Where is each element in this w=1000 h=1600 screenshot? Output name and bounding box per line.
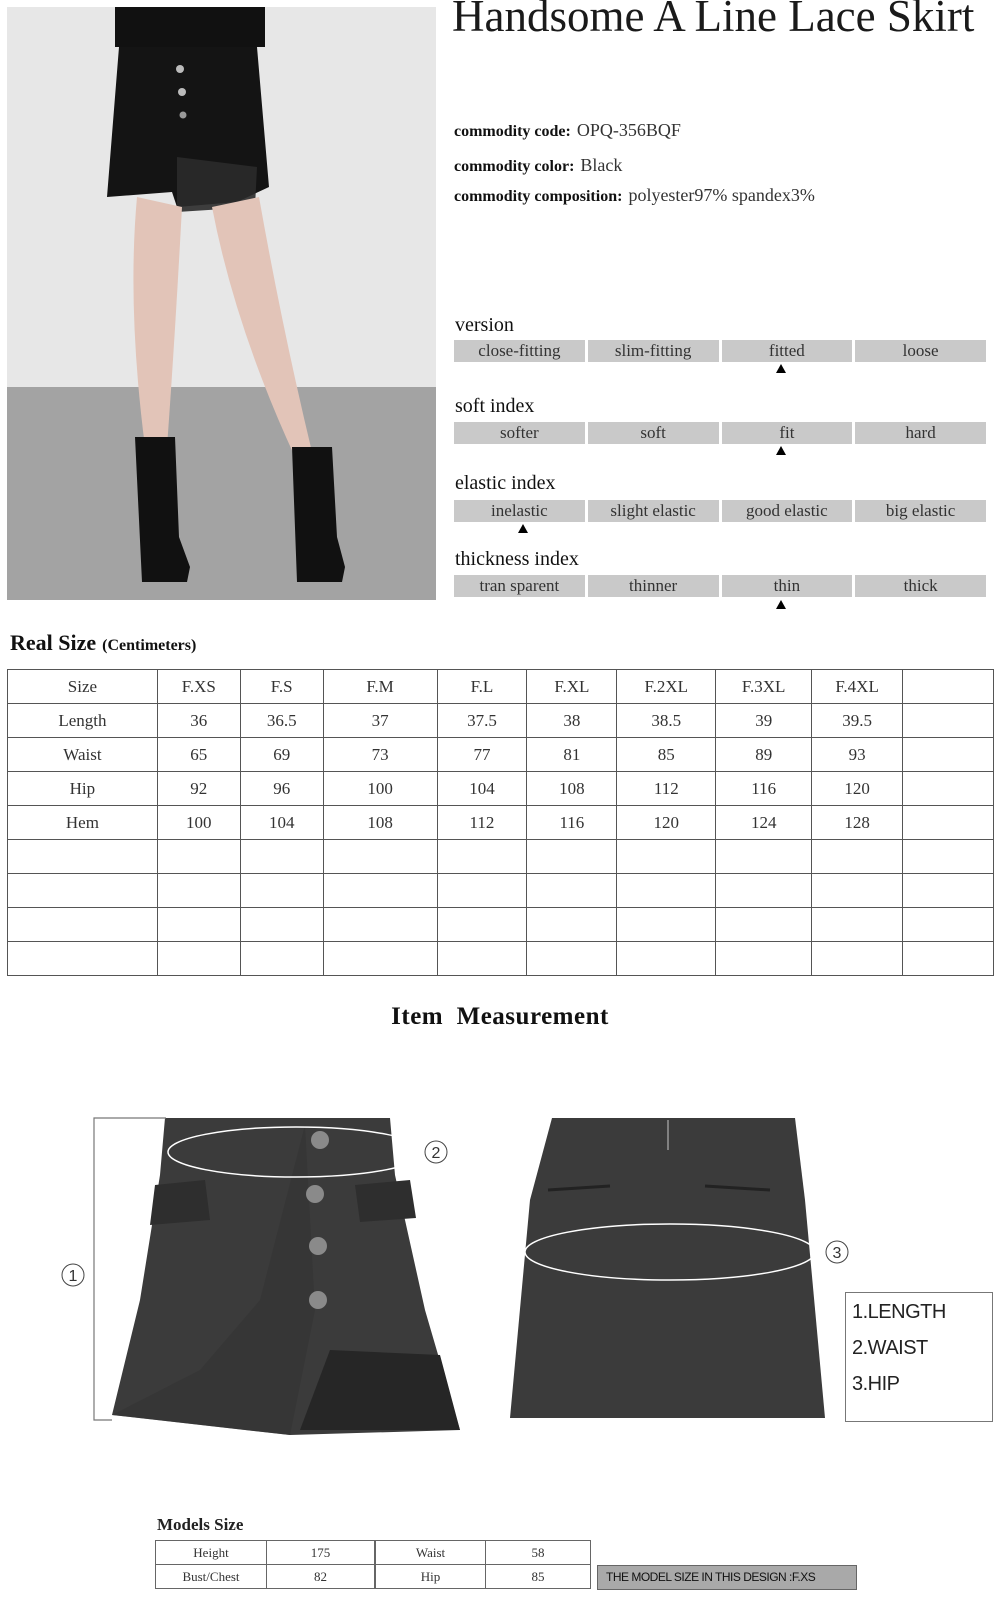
table-cell [812,840,903,874]
legend-hip: 3.HIP [852,1373,900,1395]
model-bust-label: Bust/Chest [156,1565,267,1589]
table-cell: Size [8,670,158,704]
soft-index-label: soft index [455,395,535,417]
table-cell: 85 [617,738,716,772]
table-cell [157,908,240,942]
table-cell: 36 [157,704,240,738]
table-cell [903,874,994,908]
table-cell [437,840,527,874]
table-cell [323,942,437,976]
commodity-composition-label: commodity composition: [454,188,623,205]
models-table-right [375,1540,591,1589]
thickness-index-option: thinner [588,575,719,597]
table-cell [527,874,617,908]
table-cell: 37 [323,704,437,738]
table-cell: 112 [437,806,527,840]
version-label: version [455,314,514,336]
model-hip-label: Hip [376,1565,486,1589]
table-cell: F.XL [527,670,617,704]
elastic-index-option: big elastic [855,500,986,522]
table-cell: F.3XL [716,670,812,704]
thickness-index-selected-marker [776,600,786,609]
version-selected-marker [776,364,786,373]
table-cell [157,840,240,874]
commodity-code-label: commodity code: [454,123,571,140]
commodity-color-label: commodity color: [454,158,575,175]
table-cell [716,908,812,942]
table-cell [157,942,240,976]
real-size-unit: (Centimeters) [102,637,197,654]
legend-waist: 2.WAIST [852,1337,928,1359]
table-cell [617,908,716,942]
table-cell [617,840,716,874]
table-cell [903,840,994,874]
table-cell: F.XS [157,670,240,704]
elastic-index-selected-marker [518,524,528,533]
table-cell: 37.5 [437,704,527,738]
table-cell: 116 [527,806,617,840]
table-cell [903,704,994,738]
table-cell [323,908,437,942]
thickness-index-scale [454,575,986,597]
table-cell: 39.5 [812,704,903,738]
elastic-index-option: inelastic [454,500,585,522]
version-option: slim-fitting [588,340,719,362]
table-cell [903,942,994,976]
table-cell [323,840,437,874]
front-skirt-illustration [112,1118,460,1435]
commodity-color-row [454,155,622,176]
version-scale [454,340,986,362]
soft-index-option: fit [722,422,853,444]
table-cell [903,908,994,942]
table-row [8,738,994,772]
table-cell [903,670,994,704]
model-height-label: Height [156,1541,267,1565]
real-size-heading: Real Size [10,630,97,655]
models-size-title: Models Size [157,1515,244,1534]
table-cell: 108 [323,806,437,840]
table-cell: F.S [240,670,323,704]
table-cell: 104 [437,772,527,806]
table-cell [240,840,323,874]
table-cell: 89 [716,738,812,772]
elastic-index-scale [454,500,986,522]
table-cell: 128 [812,806,903,840]
table-cell: 124 [716,806,812,840]
thickness-index-option: thick [855,575,986,597]
table-cell [8,942,158,976]
soft-index-option: hard [855,422,986,444]
table-row [8,704,994,738]
table-cell [8,840,158,874]
model-height-value: 175 [267,1541,375,1565]
table-cell [437,942,527,976]
table-cell: 77 [437,738,527,772]
table-cell: F.L [437,670,527,704]
table-cell [527,840,617,874]
table-row [8,772,994,806]
table-cell [716,840,812,874]
table-cell [240,908,323,942]
table-cell [812,942,903,976]
table-cell [617,874,716,908]
measurement-legend [845,1292,993,1422]
product-title: Handsome A Line Lace Skirt [452,0,975,41]
table-blank-row [8,942,994,976]
table-cell: 65 [157,738,240,772]
table-cell: Waist [8,738,158,772]
commodity-code-value: OPQ-356BQF [576,120,681,140]
table-cell: Hem [8,806,158,840]
elastic-index-option: good elastic [722,500,853,522]
table-cell: 100 [323,772,437,806]
table-cell [8,874,158,908]
table-cell [617,942,716,976]
version-option: loose [855,340,986,362]
model-hip-value: 85 [486,1565,591,1589]
table-cell [903,772,994,806]
table-cell: 100 [157,806,240,840]
commodity-code-row [454,120,681,141]
table-row [8,806,994,840]
table-cell: 120 [812,772,903,806]
table-cell: 92 [157,772,240,806]
table-cell: 96 [240,772,323,806]
model-bust-value: 82 [267,1565,375,1589]
elastic-index-label: elastic index [455,472,556,494]
size-table [7,669,994,976]
table-cell [812,874,903,908]
models-table-left [155,1540,375,1589]
product-photo [7,7,436,600]
table-cell: 93 [812,738,903,772]
thickness-index-option: tran sparent [454,575,585,597]
table-cell [903,738,994,772]
table-cell: 81 [527,738,617,772]
table-cell [437,908,527,942]
model-waist-value: 58 [486,1541,591,1565]
table-cell: 39 [716,704,812,738]
table-cell [716,874,812,908]
legend-length: 1.LENGTH [852,1301,946,1323]
table-cell: 38.5 [617,704,716,738]
model-photo-illustration [7,7,436,600]
table-cell: 108 [527,772,617,806]
table-cell: Hip [8,772,158,806]
table-cell: F.2XL [617,670,716,704]
soft-index-option: softer [454,422,585,444]
table-cell [323,874,437,908]
table-cell: 120 [617,806,716,840]
model-waist-label: Waist [376,1541,486,1565]
table-cell [437,874,527,908]
table-cell [240,942,323,976]
table-cell: 104 [240,806,323,840]
version-option: fitted [722,340,853,362]
thickness-index-option: thin [722,575,853,597]
table-header-row [8,670,994,704]
table-cell [240,874,323,908]
soft-index-selected-marker [776,446,786,455]
table-cell [812,908,903,942]
commodity-composition-value: polyester97% spandex3% [628,185,815,205]
table-blank-row [8,908,994,942]
table-cell: 69 [240,738,323,772]
table-cell [157,874,240,908]
table-cell: F.M [323,670,437,704]
table-cell: 116 [716,772,812,806]
table-cell [527,908,617,942]
thickness-index-label: thickness index [455,548,579,570]
table-cell [903,806,994,840]
item-measurement-title: Item Measurement [391,1003,609,1030]
table-cell [8,908,158,942]
elastic-index-option: slight elastic [588,500,719,522]
table-blank-row [8,840,994,874]
table-cell [527,942,617,976]
model-size-note: THE MODEL SIZE IN THIS DESIGN :F.XS [597,1565,857,1590]
marker-3: 3 [832,1245,842,1262]
table-cell [716,942,812,976]
table-blank-row [8,874,994,908]
table-cell: 38 [527,704,617,738]
soft-index-option: soft [588,422,719,444]
table-cell: 112 [617,772,716,806]
real-size-title [10,630,196,656]
marker-2: 2 [431,1145,441,1162]
table-cell: 73 [323,738,437,772]
commodity-color-value: Black [580,155,623,175]
marker-1: 1 [68,1268,78,1285]
back-skirt-illustration [510,1118,825,1418]
soft-index-scale [454,422,986,444]
table-cell: Length [8,704,158,738]
commodity-composition-row [454,185,815,206]
version-option: close-fitting [454,340,585,362]
table-cell: 36.5 [240,704,323,738]
table-cell: F.4XL [812,670,903,704]
